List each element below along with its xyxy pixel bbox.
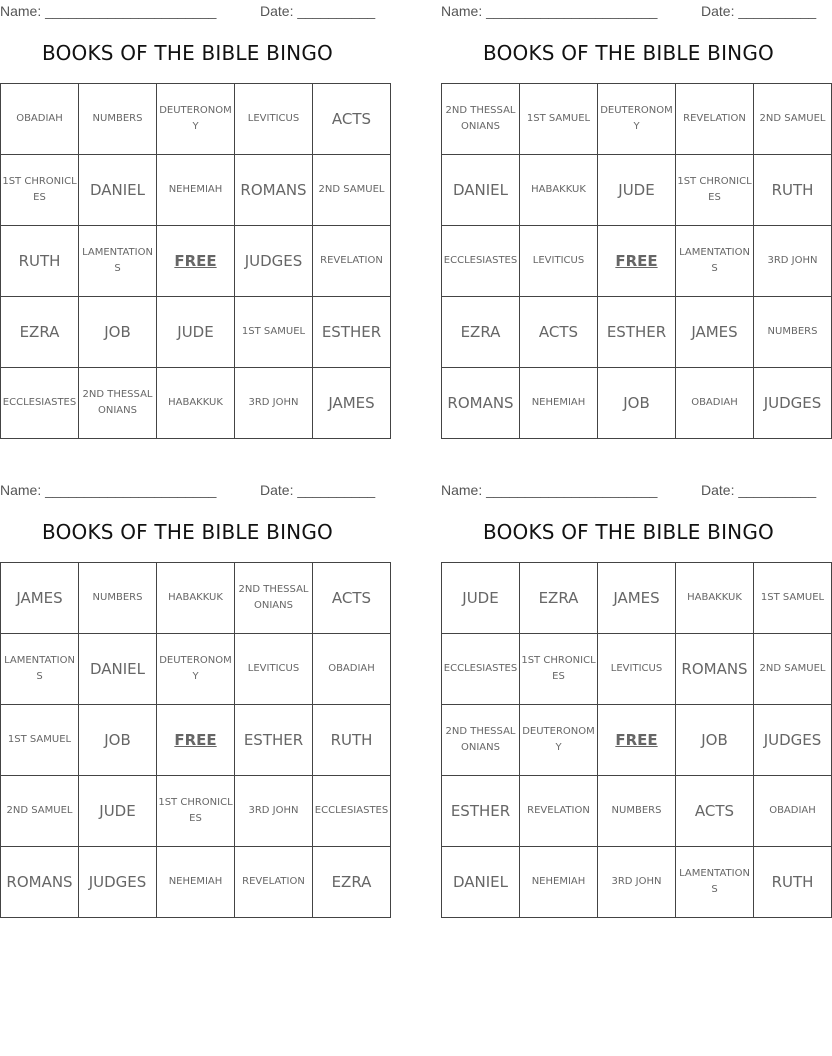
bingo-row (442, 776, 832, 847)
card-header (0, 482, 375, 500)
bingo-cell[interactable]: 2ND SAMUEL (754, 84, 832, 155)
bingo-cell[interactable]: NUMBERS (79, 563, 157, 634)
bingo-cell[interactable]: OBADIAH (754, 776, 832, 847)
bingo-cell[interactable]: JAMES (676, 297, 754, 368)
bingo-row (442, 563, 832, 634)
bingo-cell[interactable]: ROMANS (442, 368, 520, 439)
card-header (0, 3, 375, 21)
bingo-cell[interactable]: ACTS (313, 563, 391, 634)
bingo-cell[interactable]: ACTS (520, 297, 598, 368)
bingo-row (1, 368, 391, 439)
bingo-cell[interactable]: 1ST CHRONICLES (676, 155, 754, 226)
bingo-cell[interactable]: ROMANS (1, 847, 79, 918)
bingo-cell[interactable]: HABAKKUK (157, 563, 235, 634)
bingo-row (1, 226, 391, 297)
bingo-cell[interactable]: ACTS (313, 84, 391, 155)
bingo-cell[interactable]: EZRA (520, 563, 598, 634)
bingo-cell[interactable]: 2ND SAMUEL (1, 776, 79, 847)
bingo-cell[interactable]: EZRA (442, 297, 520, 368)
bingo-row (442, 634, 832, 705)
bingo-cell[interactable]: JUDGES (754, 705, 832, 776)
card-title: BOOKS OF THE BIBLE BINGO (42, 41, 333, 65)
bingo-cell[interactable]: LAMENTATIONS (79, 226, 157, 297)
free-space[interactable]: FREE (157, 705, 235, 776)
bingo-cell[interactable]: LEVITICUS (520, 226, 598, 297)
bingo-cell[interactable]: NEHEMIAH (157, 847, 235, 918)
bingo-cell[interactable]: 1ST CHRONICLES (1, 155, 79, 226)
bingo-cell[interactable]: 3RD JOHN (598, 847, 676, 918)
free-space[interactable]: FREE (598, 705, 676, 776)
bingo-cell[interactable]: NUMBERS (598, 776, 676, 847)
card-title: BOOKS OF THE BIBLE BINGO (483, 520, 774, 544)
bingo-cell[interactable]: JUDGES (79, 847, 157, 918)
bingo-cell[interactable]: OBADIAH (676, 368, 754, 439)
free-space[interactable]: FREE (598, 226, 676, 297)
bingo-cell[interactable]: 2ND THESSALONIANS (442, 705, 520, 776)
name-field[interactable]: Name: ______________________ (0, 482, 217, 498)
bingo-cell[interactable]: HABAKKUK (157, 368, 235, 439)
bingo-cell[interactable]: 3RD JOHN (235, 776, 313, 847)
bingo-cell[interactable]: JUDGES (235, 226, 313, 297)
bingo-cell[interactable]: REVELATION (676, 84, 754, 155)
bingo-cell[interactable]: ROMANS (235, 155, 313, 226)
bingo-cell[interactable]: 2ND THESSALONIANS (235, 563, 313, 634)
bingo-cell[interactable]: LAMENTATIONS (1, 634, 79, 705)
bingo-row (442, 84, 832, 155)
bingo-row (442, 368, 832, 439)
bingo-cell[interactable]: 2ND THESSALONIANS (442, 84, 520, 155)
bingo-cell[interactable]: 3RD JOHN (754, 226, 832, 297)
bingo-cell[interactable]: HABAKKUK (520, 155, 598, 226)
bingo-cell[interactable]: NEHEMIAH (157, 155, 235, 226)
date-field[interactable]: Date: __________ (260, 482, 376, 498)
bingo-cell[interactable]: ESTHER (313, 297, 391, 368)
bingo-row (1, 297, 391, 368)
bingo-cell[interactable]: NEHEMIAH (520, 847, 598, 918)
bingo-cell[interactable]: JUDGES (754, 368, 832, 439)
bingo-cell[interactable]: ESTHER (442, 776, 520, 847)
bingo-card-4 (441, 479, 826, 919)
bingo-cell[interactable]: ROMANS (676, 634, 754, 705)
bingo-card-3 (0, 479, 389, 919)
bingo-cell[interactable]: ACTS (676, 776, 754, 847)
bingo-cell[interactable]: JUDE (598, 155, 676, 226)
bingo-card-1 (0, 0, 385, 440)
bingo-cell[interactable]: RUTH (1, 226, 79, 297)
bingo-cell[interactable]: REVELATION (235, 847, 313, 918)
bingo-cell[interactable]: DEUTERONOMY (157, 84, 235, 155)
bingo-cell[interactable]: LEVITICUS (235, 84, 313, 155)
bingo-cell[interactable]: HABAKKUK (676, 563, 754, 634)
bingo-cell[interactable]: NUMBERS (754, 297, 832, 368)
bingo-row (442, 847, 832, 918)
bingo-cell[interactable]: JOB (79, 705, 157, 776)
bingo-cell[interactable]: DANIEL (442, 847, 520, 918)
bingo-row (1, 776, 391, 847)
bingo-cell[interactable]: JUDE (157, 297, 235, 368)
bingo-row (1, 84, 391, 155)
date-field[interactable]: Date: __________ (260, 3, 376, 19)
bingo-cell[interactable]: ECCLESIASTES (1, 368, 79, 439)
bingo-cell[interactable]: EZRA (313, 847, 391, 918)
bingo-row (442, 226, 832, 297)
bingo-cell[interactable]: 2ND SAMUEL (754, 634, 832, 705)
bingo-cell[interactable]: 1ST CHRONICLES (520, 634, 598, 705)
name-field[interactable]: Name: ______________________ (0, 3, 217, 19)
bingo-cell[interactable]: ECCLESIASTES (313, 776, 391, 847)
bingo-row (1, 634, 391, 705)
bingo-row (1, 155, 391, 226)
bingo-cell[interactable]: DANIEL (79, 634, 157, 705)
bingo-cell[interactable]: DEUTERONOMY (157, 634, 235, 705)
bingo-grid (441, 562, 832, 918)
name-field[interactable]: Name: ______________________ (441, 3, 658, 19)
bingo-cell[interactable]: 1ST CHRONICLES (157, 776, 235, 847)
date-field[interactable]: Date: __________ (701, 3, 817, 19)
free-space[interactable]: FREE (157, 226, 235, 297)
bingo-cell[interactable]: JUDE (442, 563, 520, 634)
bingo-cell[interactable]: 2ND SAMUEL (313, 155, 391, 226)
bingo-cell[interactable]: 1ST SAMUEL (520, 84, 598, 155)
bingo-row (1, 563, 391, 634)
card-title: BOOKS OF THE BIBLE BINGO (483, 41, 774, 65)
bingo-cell[interactable]: DEUTERONOMY (520, 705, 598, 776)
bingo-cell[interactable]: EZRA (1, 297, 79, 368)
bingo-cell[interactable]: JAMES (1, 563, 79, 634)
bingo-cell[interactable]: LAMENTATIONS (676, 847, 754, 918)
bingo-cell[interactable]: DANIEL (79, 155, 157, 226)
bingo-grid (0, 83, 391, 439)
bingo-cell[interactable]: NUMBERS (79, 84, 157, 155)
bingo-grid (0, 562, 391, 918)
bingo-cell[interactable]: 1ST SAMUEL (754, 563, 832, 634)
bingo-cell[interactable]: DEUTERONOMY (598, 84, 676, 155)
bingo-cell[interactable]: ECCLESIASTES (442, 634, 520, 705)
bingo-cell[interactable]: OBADIAH (313, 634, 391, 705)
card-header (441, 482, 816, 500)
bingo-cell[interactable]: OBADIAH (1, 84, 79, 155)
bingo-cell[interactable]: RUTH (313, 705, 391, 776)
bingo-cell[interactable]: ESTHER (598, 297, 676, 368)
bingo-cell[interactable]: JUDE (79, 776, 157, 847)
card-header (441, 3, 816, 21)
bingo-cell[interactable]: NEHEMIAH (520, 368, 598, 439)
bingo-cell[interactable]: REVELATION (520, 776, 598, 847)
bingo-cell[interactable]: LEVITICUS (235, 634, 313, 705)
bingo-grid (441, 83, 832, 439)
bingo-cell[interactable]: DANIEL (442, 155, 520, 226)
bingo-cell[interactable]: JAMES (598, 563, 676, 634)
bingo-cell[interactable]: ESTHER (235, 705, 313, 776)
bingo-cell[interactable]: LEVITICUS (598, 634, 676, 705)
bingo-cell[interactable]: JOB (79, 297, 157, 368)
bingo-cell[interactable]: 3RD JOHN (235, 368, 313, 439)
bingo-row (442, 705, 832, 776)
bingo-cell[interactable]: RUTH (754, 155, 832, 226)
bingo-cell[interactable]: RUTH (754, 847, 832, 918)
bingo-cell[interactable]: 1ST SAMUEL (1, 705, 79, 776)
bingo-cell[interactable]: 2ND THESSALONIANS (79, 368, 157, 439)
bingo-cell[interactable]: ECCLESIASTES (442, 226, 520, 297)
bingo-row (442, 297, 832, 368)
card-title: BOOKS OF THE BIBLE BINGO (42, 520, 333, 544)
bingo-card-2 (441, 0, 826, 440)
bingo-cell[interactable]: JOB (598, 368, 676, 439)
bingo-cell[interactable]: JOB (676, 705, 754, 776)
bingo-row (1, 705, 391, 776)
bingo-row (1, 847, 391, 918)
bingo-row (442, 155, 832, 226)
name-field[interactable]: Name: ______________________ (441, 482, 658, 498)
bingo-cell[interactable]: 1ST SAMUEL (235, 297, 313, 368)
bingo-cell[interactable]: JAMES (313, 368, 391, 439)
date-field[interactable]: Date: __________ (701, 482, 817, 498)
bingo-cell[interactable]: LAMENTATIONS (676, 226, 754, 297)
bingo-cell[interactable]: REVELATION (313, 226, 391, 297)
